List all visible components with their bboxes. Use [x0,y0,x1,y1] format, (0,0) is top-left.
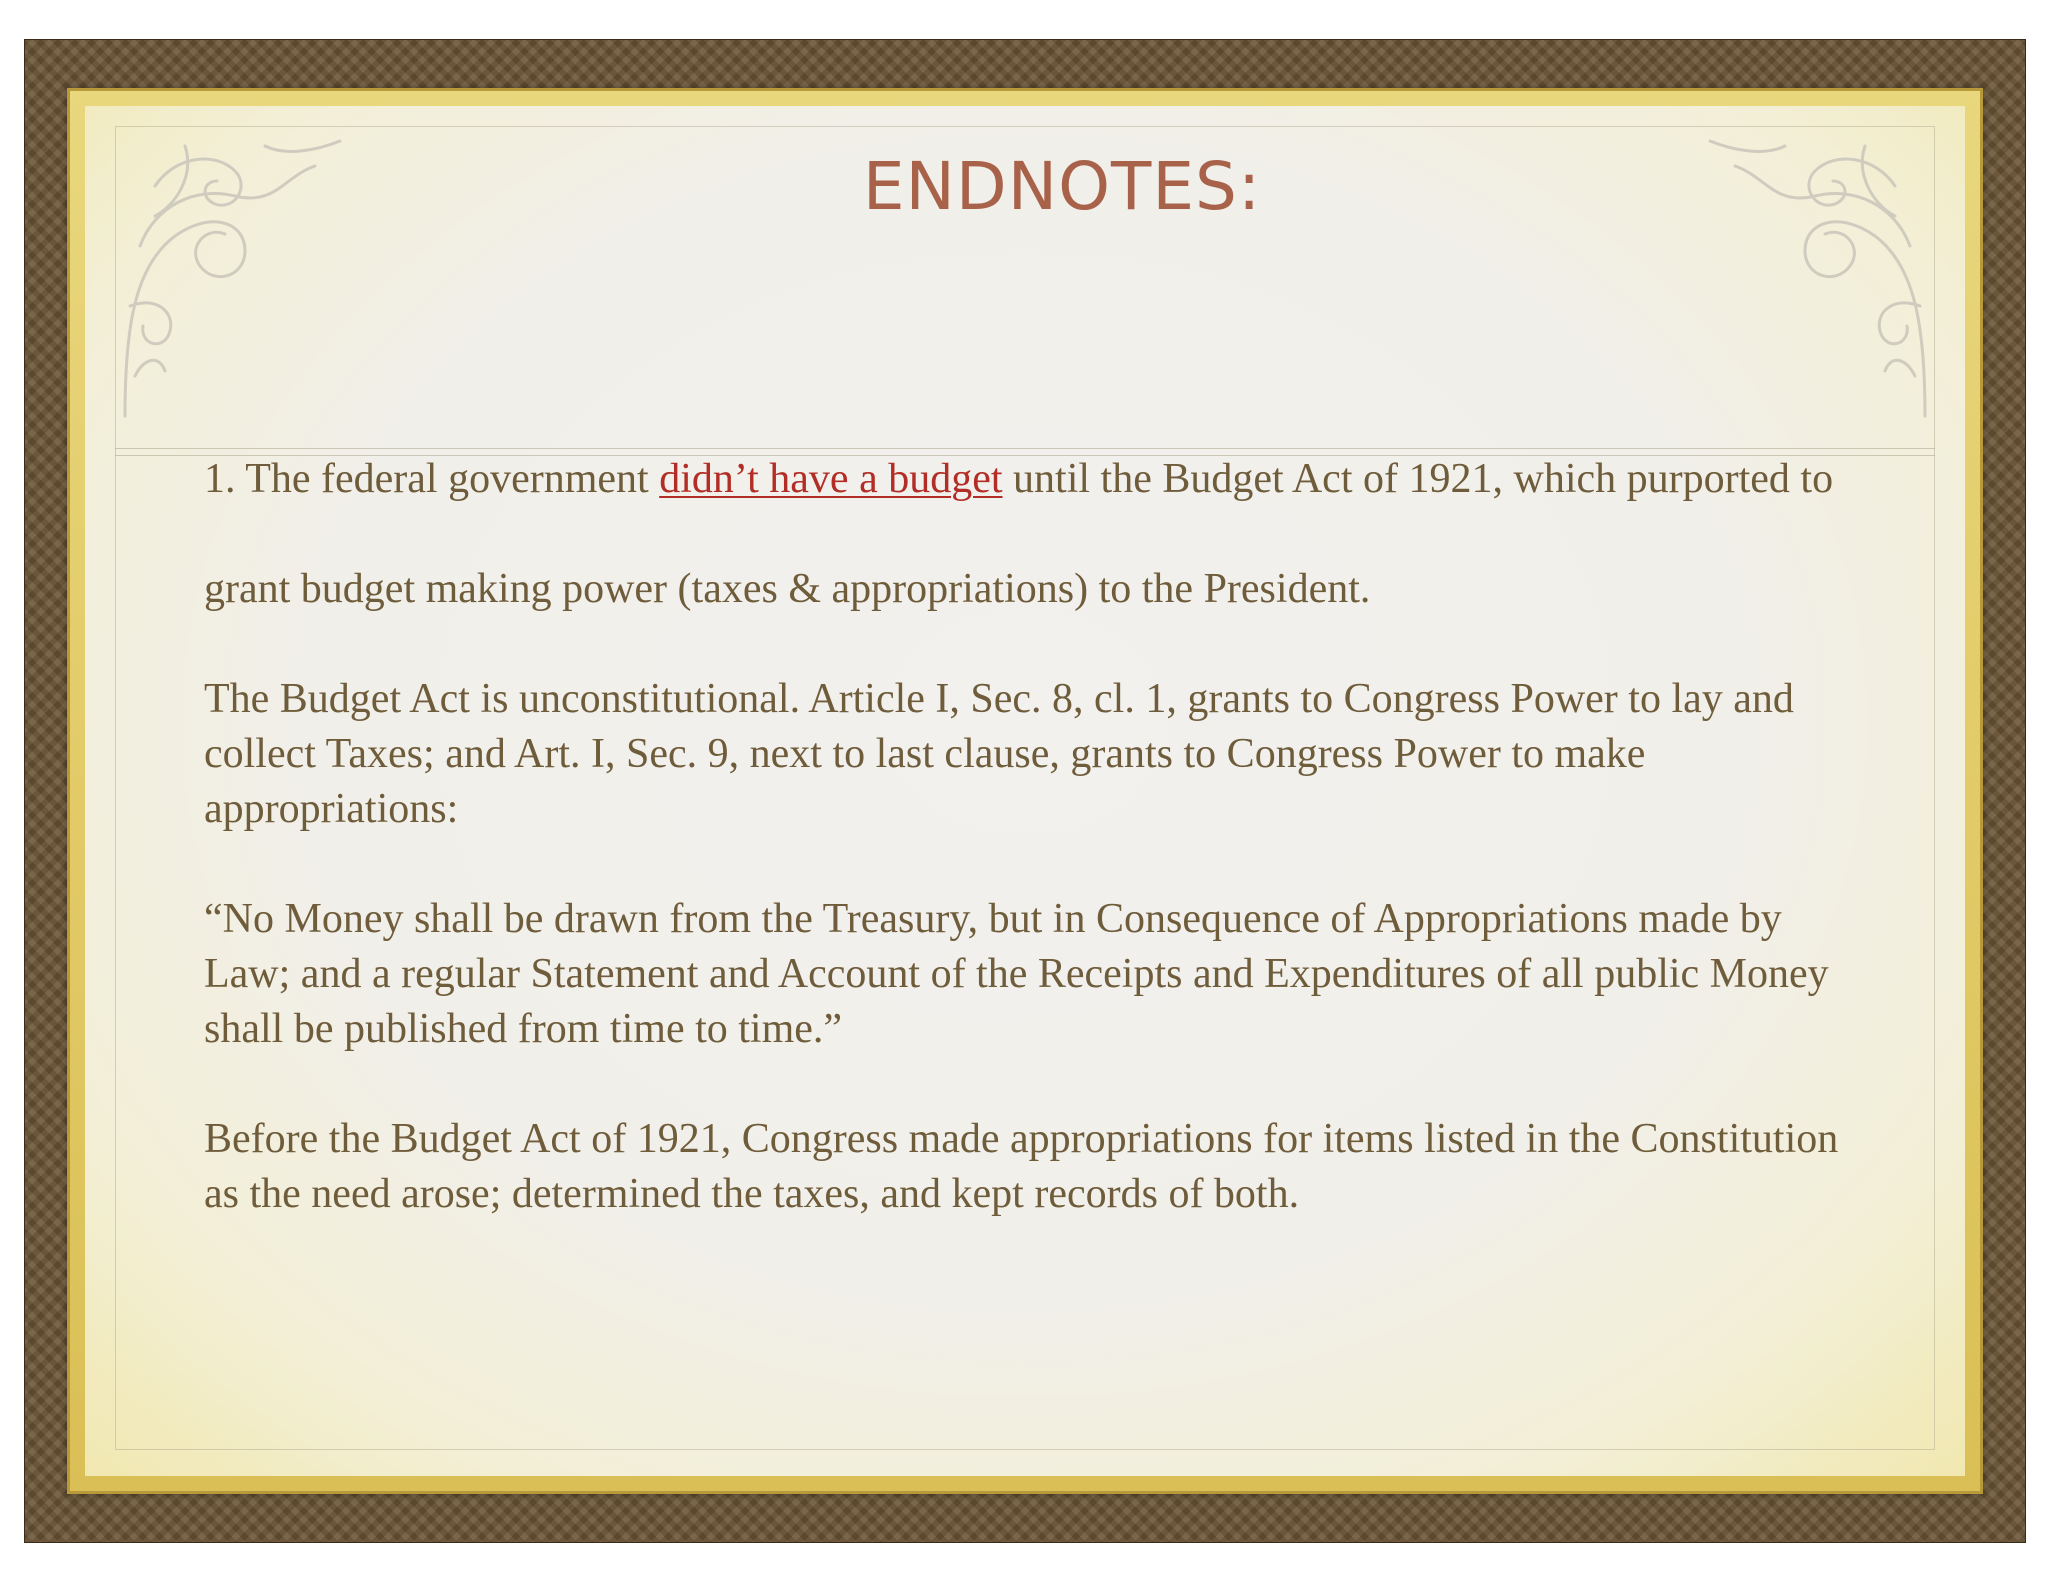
endnote-paragraph-4: “No Money shall be drawn from the Treasury, but in Consequence of Appropriations made by Law; and a regular Statement and Account of the Receipts and Expenditures of all public Money shall be published from time to time.” [204,896,1829,1052]
endnote-paragraph-5: Before the Budget Act of 1921, Congress made appropriations for items listed in the Constitution as the need arose; determined the taxes, and kept records of both. [204,1116,1839,1217]
endnote-1-suffix: until the Budget Act of 1921, which purported to [1002,456,1834,502]
budget-link[interactable]: didn’t have a budget [659,456,1003,502]
endnote-paragraph-3: The Budget Act is unconstitutional. Article I, Sec. 8, cl. 1, grants to Congress Power to lay and collect Taxes; and Art. I, Sec. 9, next to last clause, grants to Congress Power to make appropriations: [204,676,1794,832]
endnote-1-prefix: 1. The federal government [204,456,660,502]
endnotes-body [204,452,1844,1277]
slide-title: ENDNOTES: [862,148,1262,225]
endnote-paragraph-1 [204,452,1844,507]
endnote-paragraph-2: grant budget making power (taxes & appropriations) to the President. [204,566,1371,612]
